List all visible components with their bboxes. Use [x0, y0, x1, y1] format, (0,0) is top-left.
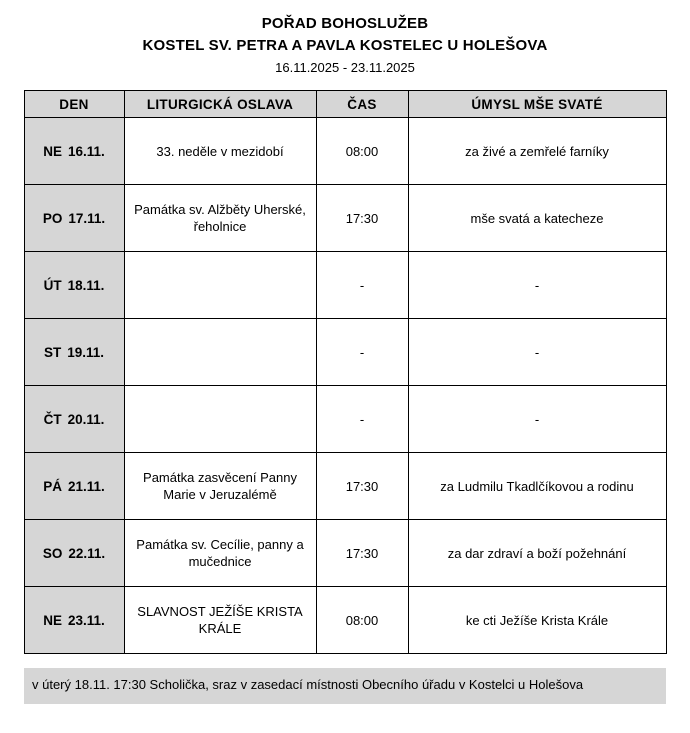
- cell-time: 08:00: [316, 118, 408, 185]
- table-header: [24, 91, 666, 118]
- cell-time: -: [316, 252, 408, 319]
- table-row: [24, 453, 666, 520]
- cell-intention: za dar zdraví a boží požehnání: [408, 520, 666, 587]
- cell-day: [24, 453, 124, 520]
- cell-intention: -: [408, 252, 666, 319]
- day-name: PÁ: [43, 478, 62, 494]
- mass-schedule-table: [24, 90, 667, 654]
- cell-day: [24, 386, 124, 453]
- page-title: POŘAD BOHOSLUŽEB: [261, 15, 429, 32]
- document-header: [0, 0, 690, 77]
- table-row: [24, 386, 666, 453]
- cell-time: -: [316, 319, 408, 386]
- day-name: ST: [43, 344, 62, 360]
- cell-intention: za Ludmilu Tkadlčíkovou a rodinu: [408, 453, 666, 520]
- cell-day: [24, 252, 124, 319]
- day-date: 23.11.: [67, 612, 105, 628]
- table-row: [24, 118, 666, 185]
- day-date: 21.11.: [67, 478, 105, 494]
- day-date: 20.11.: [67, 411, 105, 427]
- table-row: [24, 252, 666, 319]
- church-name: KOSTEL SV. PETRA A PAVLA KOSTELEC U HOLEŠOVA: [142, 37, 548, 54]
- cell-day: [24, 520, 124, 587]
- cell-day: [24, 118, 124, 185]
- day-date: 19.11.: [67, 344, 105, 360]
- cell-liturgical-celebration: [124, 319, 316, 386]
- cell-liturgical-celebration: [124, 252, 316, 319]
- column-header-time: ČAS: [316, 91, 408, 118]
- cell-time: 17:30: [316, 185, 408, 252]
- column-header-day: DEN: [24, 91, 124, 118]
- cell-intention: mše svatá a katecheze: [408, 185, 666, 252]
- cell-liturgical-celebration: Památka sv. Alžběty Uherské, řeholnice: [124, 185, 316, 252]
- day-date: 17.11.: [68, 210, 106, 226]
- cell-time: 17:30: [316, 453, 408, 520]
- day-date: 18.11.: [67, 277, 105, 293]
- table-row: [24, 520, 666, 587]
- day-date: 16.11.: [67, 143, 105, 159]
- cell-liturgical-celebration: Památka zasvěcení Panny Marie v Jeruzalémě: [124, 453, 316, 520]
- table-body: [24, 118, 666, 654]
- table-header-row: [24, 91, 666, 118]
- footer-note: v úterý 18.11. 17:30 Scholička, sraz v zasedací místnosti Obecního úřadu v Kostelci u Holešova: [24, 668, 666, 704]
- cell-intention: -: [408, 386, 666, 453]
- cell-intention: ke cti Ježíše Krista Krále: [408, 587, 666, 654]
- day-name: ČT: [43, 411, 62, 427]
- cell-intention: -: [408, 319, 666, 386]
- cell-day: [24, 587, 124, 654]
- cell-time: 17:30: [316, 520, 408, 587]
- cell-day: [24, 319, 124, 386]
- column-header-intention: ÚMYSL MŠE SVATÉ: [408, 91, 666, 118]
- day-name: ÚT: [43, 277, 62, 293]
- cell-time: -: [316, 386, 408, 453]
- cell-liturgical-celebration: Památka sv. Cecílie, panny a mučednice: [124, 520, 316, 587]
- date-range: 16.11.2025 - 23.11.2025: [275, 60, 415, 75]
- cell-liturgical-celebration: 33. neděle v mezidobí: [124, 118, 316, 185]
- day-name: PO: [42, 210, 63, 226]
- table-row: [24, 185, 666, 252]
- table-row: [24, 587, 666, 654]
- cell-liturgical-celebration: [124, 386, 316, 453]
- day-name: NE: [43, 612, 62, 628]
- day-name: NE: [43, 143, 62, 159]
- cell-intention: za živé a zemřelé farníky: [408, 118, 666, 185]
- day-name: SO: [42, 545, 63, 561]
- cell-day: [24, 185, 124, 252]
- day-date: 22.11.: [68, 545, 106, 561]
- column-header-liturgical-celebration: LITURGICKÁ OSLAVA: [124, 91, 316, 118]
- table-row: [24, 319, 666, 386]
- cell-liturgical-celebration: SLAVNOST JEŽÍŠE KRISTA KRÁLE: [124, 587, 316, 654]
- cell-time: 08:00: [316, 587, 408, 654]
